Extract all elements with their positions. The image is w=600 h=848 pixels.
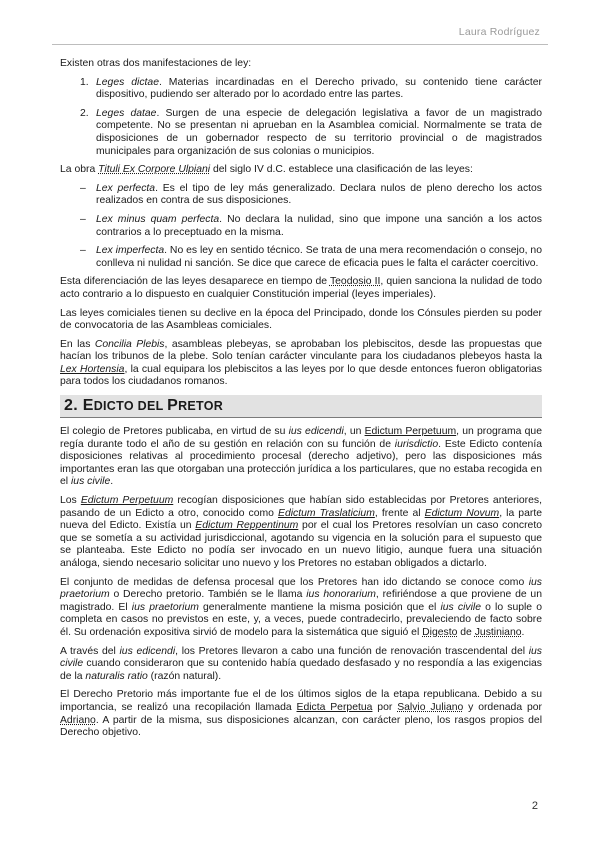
text: del siglo IV d.C. establece una clasificación de las leyes: [210,164,473,176]
text: generalmente mantiene la misma posición que el [198,601,441,613]
link-adriano[interactable]: Adriano [60,714,96,726]
header-rule [52,44,548,45]
text: El Derecho Pretorio más importante fue el de los últimos siglos de la etapa republicana. Debido a su importancia, se realizó una recopilación llamada [60,689,542,713]
paragraph-traves [60,646,542,684]
paragraph-edicta [60,495,542,571]
text: , los Pretores llevaron a cabo una función de renovación trascendental del [175,645,529,657]
text: , la parte nueva del Edicto. Existía un [60,507,542,532]
link-tituli-ex-corpore-ulpiani[interactable]: Tituli Ex Corpore Ulpiani [98,164,211,176]
term-leges-dictae: Leges dictae [96,76,159,88]
section-heading [60,395,542,418]
list-item-body [96,214,542,239]
paragraph-comiciales: Las leyes comiciales tienen su declive en la época del Principado, donde los Cónsules pierden su poder de convocatoria de las Asambleas comiciales. [60,307,542,332]
term-ius-civile: ius civile [60,645,542,670]
link-edictum-traslaticium[interactable]: Edictum Traslaticium [278,507,375,519]
text: . [110,476,114,488]
text: cuando consideraron que su contenido había quedado desfasado y no respondía a las exigencias de la [60,658,542,682]
text: recogían disposiciones que habían sido establecidas por Pretores anteriores, pasando de un Edicto a otro, conocido como [60,495,543,519]
term-naturalis-ratio: naturalis ratio [85,670,148,682]
list-item-body [96,108,542,158]
numbered-list [60,77,542,159]
link-teodosio-ii[interactable]: Teodosio II [329,276,381,288]
link-salvio-juliano[interactable]: Salvio Juliano [397,701,464,713]
text: por [372,701,398,713]
text: . A partir de la misma, sus disposiciones alcanzan, con carácter pleno, los rasgos propios del Derecho objetivo. [60,714,542,739]
list-item [60,245,542,270]
list-item [60,183,542,208]
list-item [60,108,542,158]
list-item-text: . No declara la nulidad, sino que impone una sanción a los actos contrarios a lo preceptuado en la misma. [96,213,542,238]
list-number: 1. [80,76,89,88]
page-number: 2 [531,800,538,812]
term-concilia-plebis: Concilia Plebis [94,338,165,350]
link-edictum-perpetuum[interactable]: Edictum Perpetuum [364,426,457,438]
paragraph-colegio [60,426,542,489]
text: , la cual equipara los plebiscitos a las leyes por lo que desde entonces fueron obligatorias para todos los ciudadanos romanos. [60,363,542,388]
paragraph-intro: Existen otras dos manifestaciones de ley: [60,58,252,69]
text: La obra [60,164,99,176]
text: de [457,626,475,638]
link-edictum-reppentinum[interactable]: Edictum Reppentinum [195,520,299,532]
section-title-part: RETOR [178,399,224,414]
list-dash: – [80,213,86,225]
section-title-part: DICTO DEL [93,399,168,414]
text: o lo suple o completa en casos no previstos en este, y, a veces, puede contradecirlo, prevaleciendo de facto sobre él. Su ordenación expositiva sirvió de modelo para la sistemática que siguió el [60,601,542,638]
list-item-text: . Surgen de una especie de delegación legislativa a favor de un magistrado competente. No se presentan ni aprueban en la Asamblea comicial. Normalmente se trata de disposiciones de un gobernador respecto de su territorio provincial o de magistrados municipales para organización de sus colonias o municipios. [96,107,542,157]
term-ius-edicendi: ius edicendi [119,645,176,657]
text: por el cual los Pretores resolvían un caso concreto que se sometía a su actividad jurisdiccional, agotando su vigencia en la solución para el supuesto que se planteaba. Este Edicto no podía ser invocado en un nuevo litigio, aunque fuera una situación análoga, siendo necesario solicitar uno nuevo y los Pretores no estaban obligados a dictarlo. [60,520,542,569]
text: (razón natural). [147,670,222,682]
list-item-text: . No es ley en sentido técnico. Se trata de una mera recomendación o consejo, no conlleva ni nulidad ni sanción. Se dice que carece de eficacia pues le falta el carácter coercitivo. [96,245,542,269]
paragraph-obra [60,164,542,177]
paragraph-concilia [60,339,542,389]
text: , refiriéndose a que proviene de un magistrado. El [60,589,542,613]
text: En las [60,338,95,350]
list-item-body [96,77,542,102]
term-ius-civile: ius civile [70,476,111,488]
term-ius-praetorium: ius praetorium [60,576,542,601]
term-ius-civile: ius civile [440,601,481,613]
list-item-body [96,183,542,208]
list-item [60,77,542,102]
text: Esta diferenciación de las leyes desaparece en tiempo de [60,276,330,288]
text: , quien sanciona la nulidad de todo acto contrario a lo dispuesto en cualquier Constitución imperial (leyes imperiales). [60,276,542,300]
text: , un programa que regía durante todo el año de su gestión en relación con su función de [60,426,542,450]
document-body [60,58,542,746]
text: y ordenada por [463,701,542,713]
term-lex-perfecta: Lex perfecta [96,182,156,194]
dash-list [60,183,542,271]
section-title-initial: E [82,397,94,415]
term-lex-imperfecta: Lex imperfecta [96,245,165,257]
list-number: 2. [80,107,89,119]
header-author: Laura Rodríguez [458,26,540,38]
text: o Derecho pretorio. También se le llama [109,589,307,601]
paragraph-teodosio [60,276,542,301]
section-number: 2. [64,397,78,415]
term-ius-edicendi: ius edicendi [288,426,344,438]
list-item-text: . Materias incardinadas en el Derecho privado, su contenido tiene carácter dispositivo, pudiendo ser alterado por lo acordado entre las partes. [96,76,542,101]
term-ius-praetorium: ius praetorium [131,601,199,613]
section-title-initial: P [167,397,179,415]
term-ius-honorarium: ius honorarium [306,589,376,601]
text: , asambleas plebeyas, se aprobaban los plebiscitos, desde las propuestas que hacían los tribunos de la plebe. Solo tenían carácter vinculante para los ciudadanos plebeyos hasta la [60,338,542,363]
text: , frente al [374,507,425,519]
link-edictum-perpetuum[interactable]: Edictum Perpetuum [80,495,174,507]
text: El conjunto de medidas de defensa procesal que los Pretores han ido dictando se conoce como [60,576,529,588]
text: . [521,626,525,638]
term-lex-minus-quam-perfecta: Lex minus quam perfecta [96,213,220,225]
text: A través del [60,645,120,657]
list-item-text: . Es el tipo de ley más generalizado. Declara nulos de pleno derecho los actos realizados en contra de sus disposiciones. [96,182,542,207]
list-item [60,214,542,239]
text: . Este Edicto contenía disposiciones relativas al procedimiento procesal (derecho adjetivo), pero las disposiciones más importantes eran las que otorgaban una protección jurídica a los particulares, que no estaba recogida en el [60,438,542,488]
text: Los [60,495,81,507]
link-edicta-perpetua[interactable]: Edicta Perpetua [296,701,373,713]
list-dash: – [80,245,86,257]
term-leges-datae: Leges datae [96,107,157,119]
paragraph-derecho-pretorio [60,689,542,739]
link-digesto[interactable]: Digesto [422,626,458,638]
term-iurisdictio: iurisdictio [394,438,439,450]
paragraph-conjunto [60,577,542,640]
link-justiniano[interactable]: Justiniano [474,626,522,638]
list-dash: – [80,182,86,194]
list-item-body [96,245,542,270]
link-lex-hortensia[interactable]: Lex Hortensia [60,363,125,375]
link-edictum-novum[interactable]: Edictum Novum [424,507,500,519]
text: El colegio de Pretores publicaba, en virtud de su [60,426,289,438]
text: , un [343,426,365,438]
